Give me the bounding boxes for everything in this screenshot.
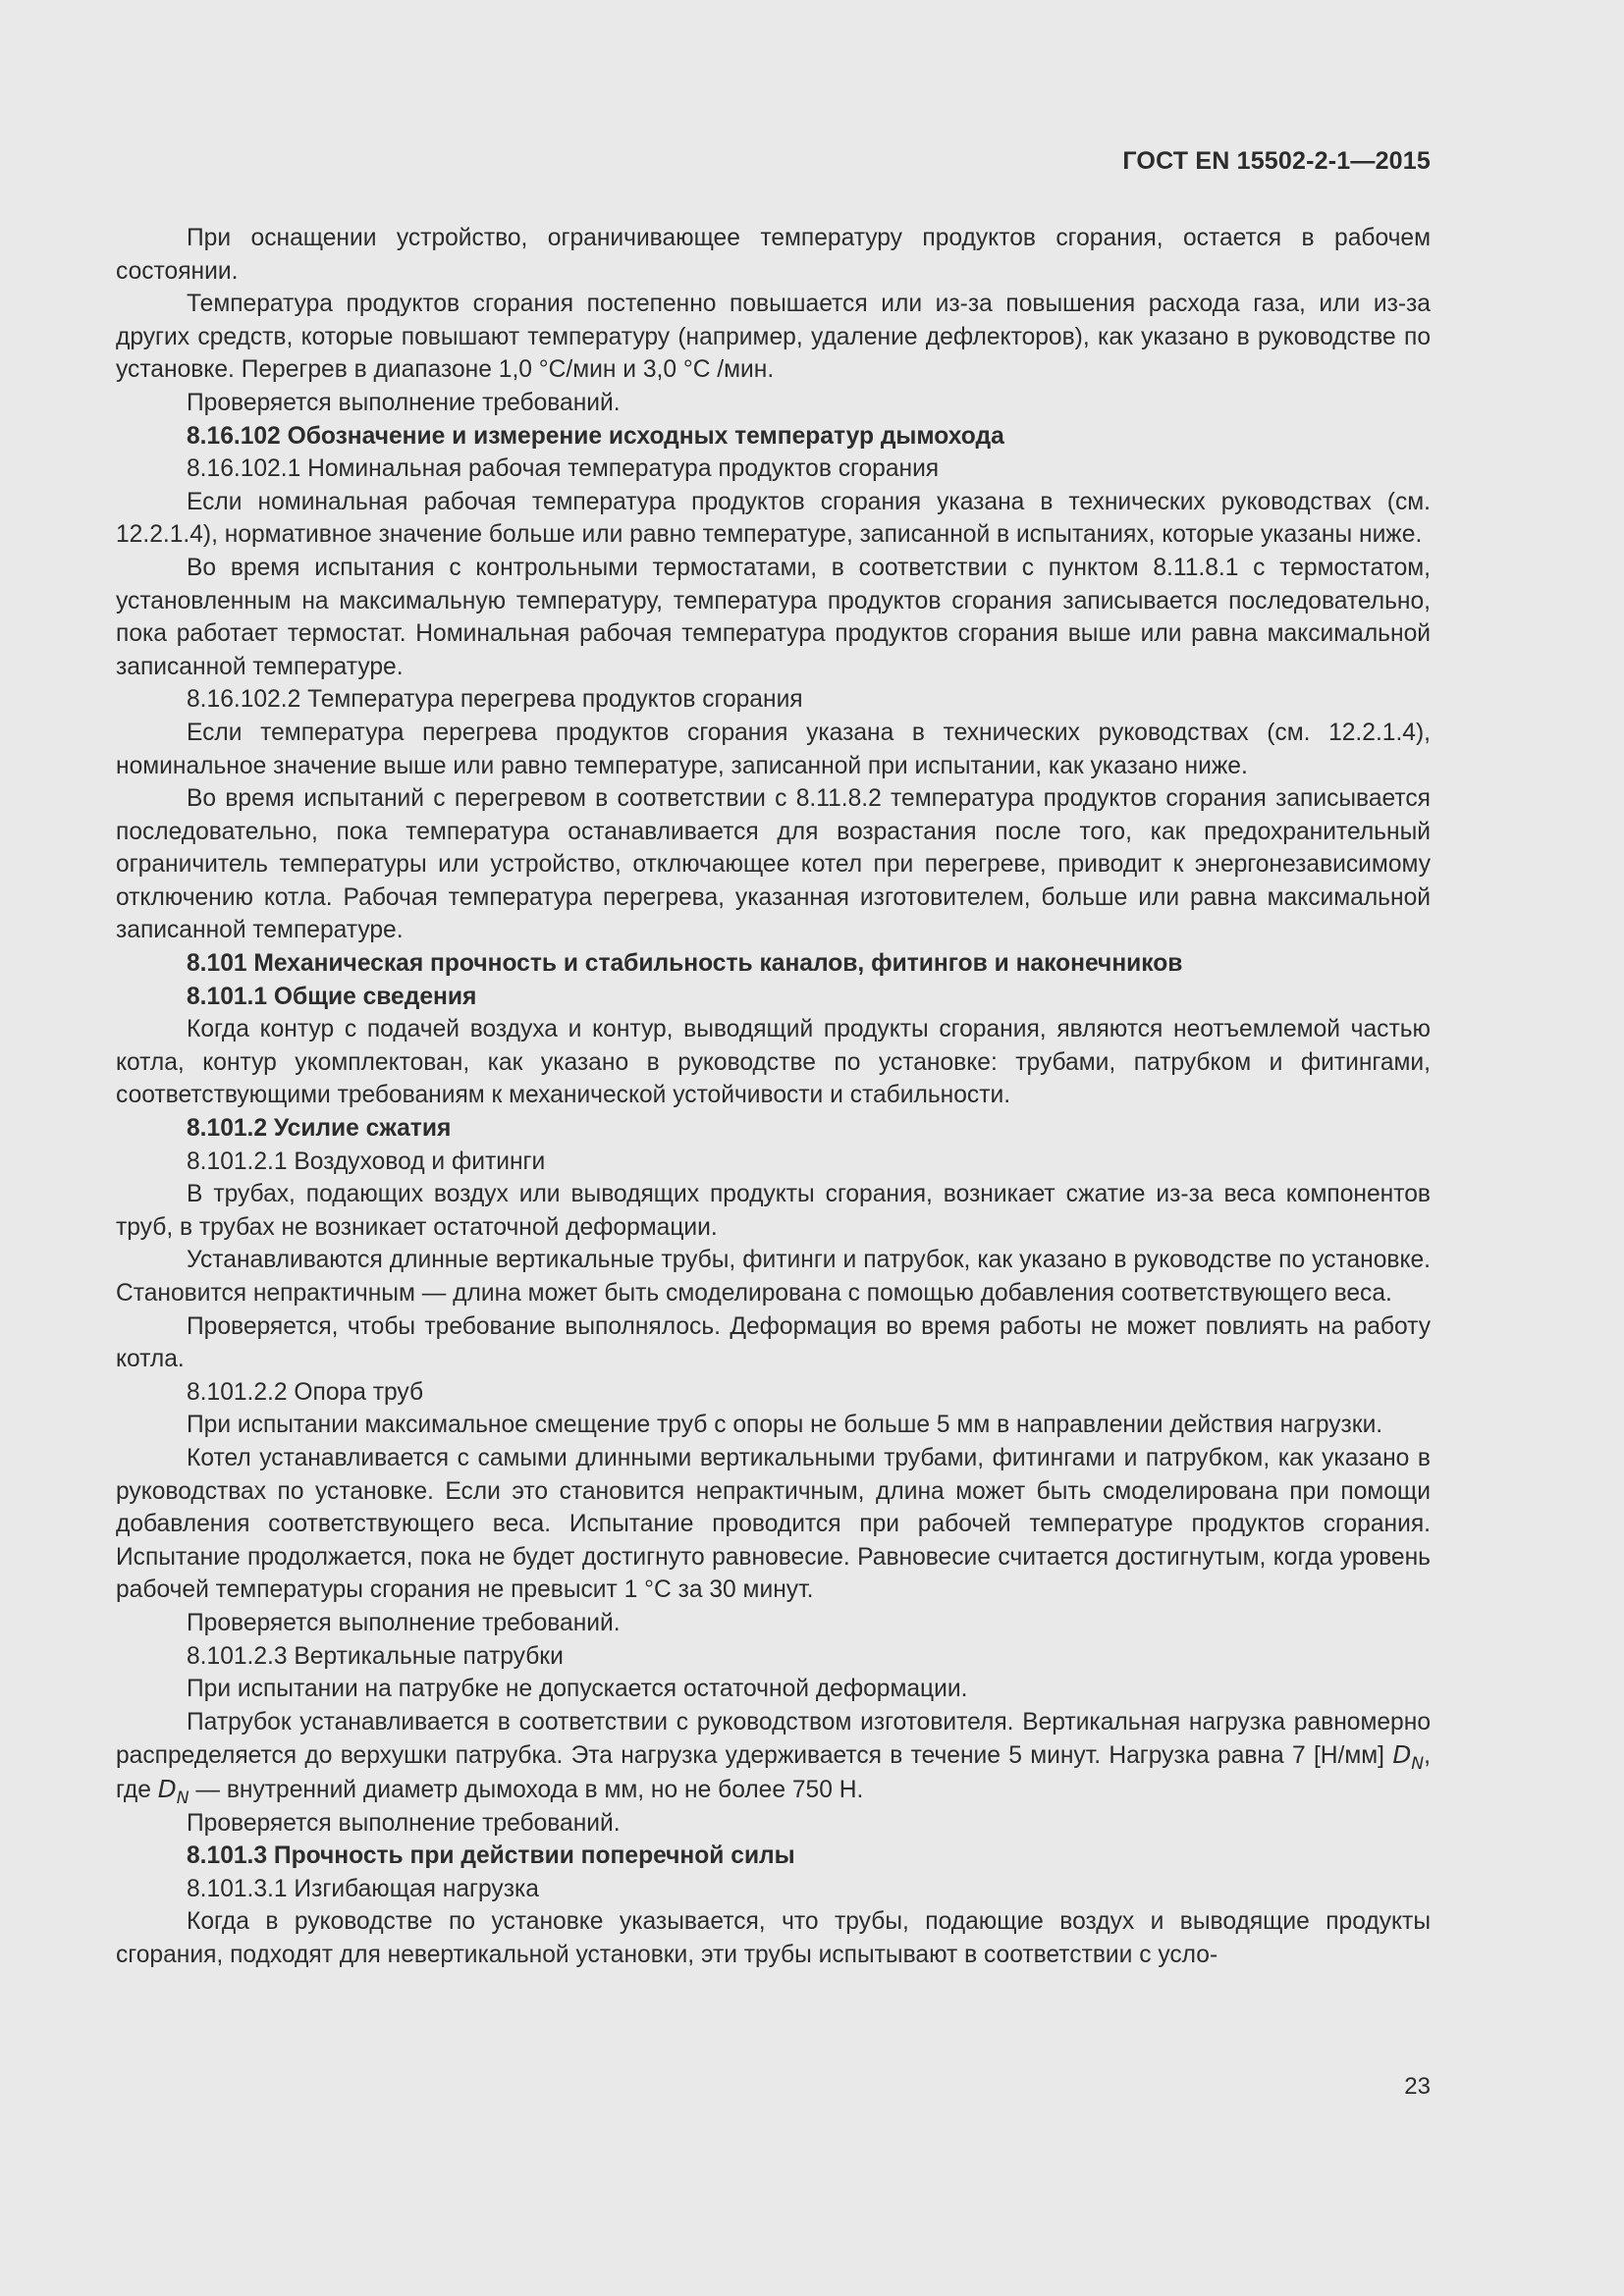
paragraph: Если температура перегрева продуктов сгорания указана в технических руководствах (см. 12.2.1.4), номинальное значение выше или равно температуре, записанной при испытании, как указано ниже. bbox=[116, 719, 1431, 779]
load-text-part: — внутренний диаметр дымохода в мм, но не более 750 Н. bbox=[189, 1776, 864, 1803]
subsection-heading: 8.101.3.1 Изгибающая нагрузка bbox=[187, 1875, 539, 1902]
paragraph: Устанавливаются длинные вертикальные трубы, фитинги и патрубок, как указано в руководстве по установке. Становится непрактичным — длина может быть смоделирована с помощью добавления соответствующего веса. bbox=[116, 1247, 1431, 1307]
section-heading: 8.16.102 Обозначение и измерение исходных температур дымохода bbox=[187, 422, 1004, 450]
subsection-heading: 8.101.2.2 Опора труб bbox=[187, 1378, 424, 1406]
diameter-symbol: D bbox=[157, 1774, 177, 1803]
diameter-subscript: N bbox=[176, 1788, 189, 1808]
paragraph: Если номинальная рабочая температура продуктов сгорания указана в технических руководствах (см. 12.2.1.4), нормативное значение больше или равно температуре, записанной в испытаниях, которые указаны ниже. bbox=[116, 488, 1431, 549]
load-text-part: , где bbox=[116, 1742, 1431, 1803]
paragraph: Проверяется, чтобы требование выполнялось. Деформация во время работы не может повлиять на работу котла. bbox=[116, 1312, 1431, 1373]
load-paragraph bbox=[116, 1706, 1431, 1807]
paragraph: Проверяется выполнение требований. bbox=[187, 389, 621, 416]
paragraph: Температура продуктов сгорания постепенно повышается или из-за повышения расхода газа, или из-за других средств, которые повышают температуру (например, удаление дефлекторов), как указано в руководстве по установке. Перегрев в диапазоне 1,0 °С/мин и 3,0 °С /мин. bbox=[116, 291, 1431, 384]
subsection-heading: 8.16.102.1 Номинальная рабочая температура продуктов сгорания bbox=[187, 455, 940, 483]
paragraph: При оснащении устройство, ограничивающее температуру продуктов сгорания, остается в рабочем состоянии. bbox=[116, 225, 1431, 285]
page-number: 23 bbox=[1404, 2073, 1431, 2100]
section-heading: 8.101.1 Общие сведения bbox=[187, 983, 477, 1010]
section-heading: 8.101 Механическая прочность и стабильность каналов, фитингов и наконечников bbox=[187, 950, 1183, 978]
load-text-part: Патрубок устанавливается в соответствии с руководством изготовителя. Вертикальная нагрузка равномерно распределяется до верхушки патрубка. Эта нагрузка удерживается в течение 5 минут. Нагрузка равна 7 [Н/мм] bbox=[116, 1708, 1431, 1770]
diameter-symbol: D bbox=[1392, 1740, 1412, 1770]
paragraph: Во время испытаний с перегревом в соответствии с 8.11.8.2 температура продуктов сгорания записывается последовательно, пока температура останавливается для возрастания после того, как предохранительный ограничитель температуры или устройство, отключающее котел при перегреве, приводит к энергонезависимому отключению котла. Рабочая температура перегрева, указанная изготовителем, больше или равна максимальной записанной температуре. bbox=[116, 785, 1431, 944]
subsection-heading: 8.101.2.3 Вертикальные патрубки bbox=[187, 1642, 564, 1670]
document-body bbox=[116, 222, 1431, 1971]
paragraph: Проверяется выполнение требований. bbox=[187, 1609, 621, 1636]
paragraph: Когда в руководстве по установке указывается, что трубы, подающие воздух и выводящие продукты сгорания, подходят для невертикальной установки, эти трубы испытывают в соответствии с усло- bbox=[116, 1908, 1431, 1968]
subsection-heading: 8.101.2.1 Воздуховод и фитинги bbox=[187, 1148, 546, 1175]
subsection-heading: 8.16.102.2 Температура перегрева продуктов сгорания bbox=[187, 686, 803, 714]
paragraph: Проверяется выполнение требований. bbox=[187, 1809, 621, 1837]
paragraph: Когда контур с подачей воздуха и контур, выводящий продукты сгорания, являются неотъемлемой частью котла, контур укомплектован, как указано в руководстве по установке: трубами, патрубком и фитингами, соответствующими требованиям к механической устойчивости и стабильности. bbox=[116, 1016, 1431, 1109]
paragraph: При испытании максимальное смещение труб с опоры не больше 5 мм в направлении действия нагрузки. bbox=[187, 1412, 1383, 1439]
document-code-header: ГОСТ EN 15502-2-1—2015 bbox=[1122, 147, 1431, 175]
paragraph: В трубах, подающих воздух или выводящих продукты сгорания, возникает сжатие из-за веса компонентов труб, в трубах не возникает остаточной деформации. bbox=[116, 1181, 1431, 1241]
diameter-subscript: N bbox=[1411, 1754, 1425, 1775]
section-heading: 8.101.3 Прочность при действии поперечной силы bbox=[187, 1842, 795, 1870]
paragraph: Котел устанавливается с самыми длинными вертикальными трубами, фитингами и патрубком, как указано в руководствах по установке. Если это становится непрактичным, длина может быть смоделирована при помощи добавления соответствующего веса. Испытание проводится при рабочей температуре продуктов сгорания. Испытание продолжается, пока не будет достигнуто равновесие. Равновесие считается достигнутым, когда уровень рабочей температуры сгорания не превысит 1 °С за 30 минут. bbox=[116, 1444, 1431, 1604]
paragraph: При испытании на патрубке не допускается остаточной деформации. bbox=[187, 1676, 968, 1703]
section-heading: 8.101.2 Усилие сжатия bbox=[187, 1115, 452, 1143]
paragraph: Во время испытания с контрольными термостатами, в соответствии с пунктом 8.11.8.1 с термостатом, установленным на максимальную температуру, температура продуктов сгорания записывается последовательно, пока работает термостат. Номинальная рабочая температура продуктов сгорания выше или равна максимальной записанной температуре. bbox=[116, 554, 1431, 680]
